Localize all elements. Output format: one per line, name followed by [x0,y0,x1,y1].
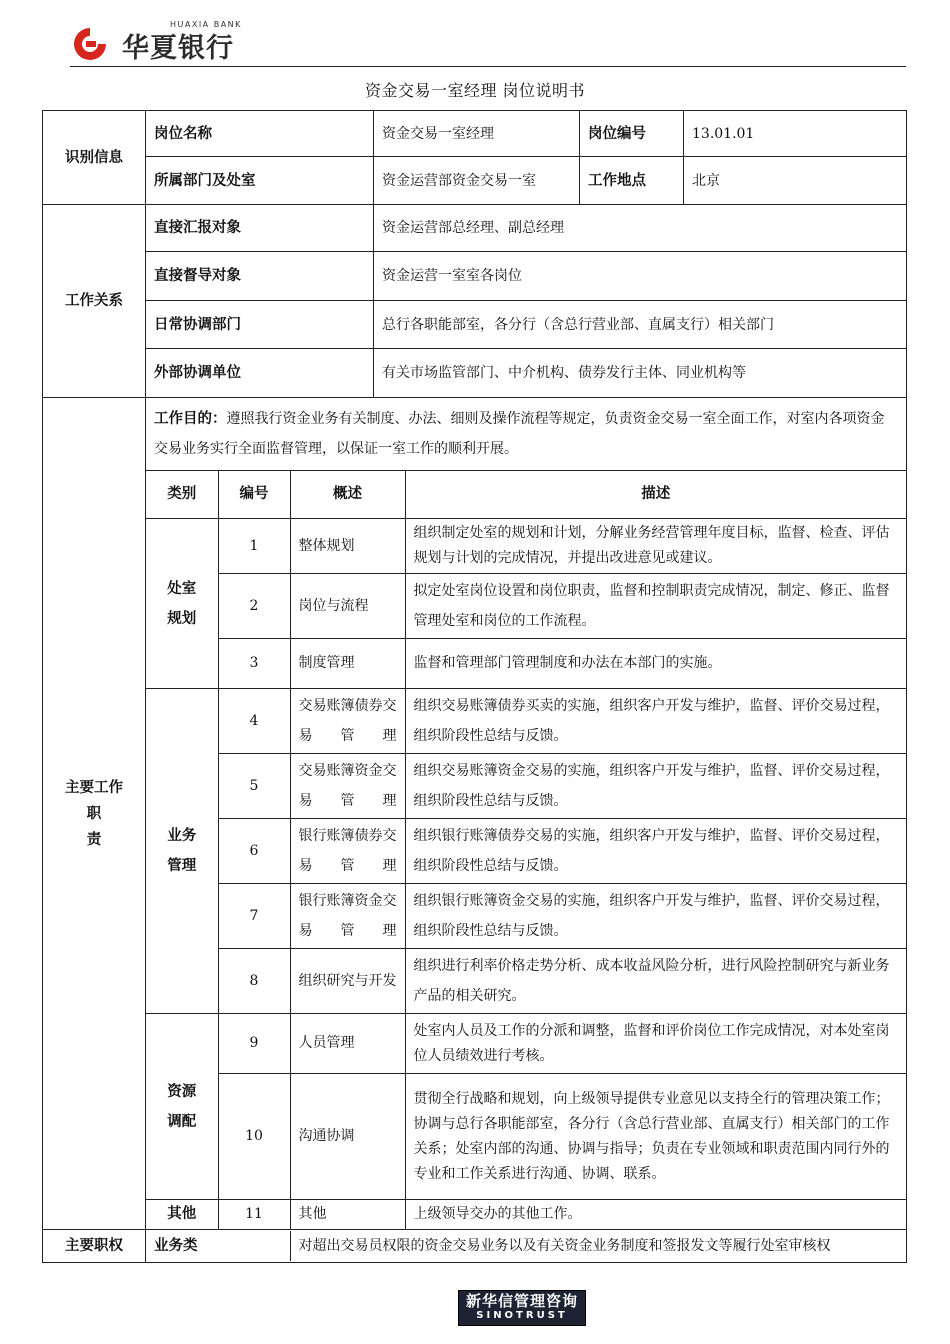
duties-label-line2: 职 责 [86,805,116,848]
footer-brand-cn: 新华信管理咨询 [465,1292,578,1310]
duties-detail [146,398,907,1230]
authority-detail [146,1230,907,1263]
item-summary: 银行账簿债券交易管理 [290,819,405,884]
header-description: 描述 [405,471,906,519]
item-description: 组织银行账簿资金交易的实施，组织客户开发与维护，监督、评价交易过程，组织阶段性总结与反馈。 [405,884,906,949]
relation-label: 外部协调单位 [146,349,374,398]
item-summary: 其他 [290,1200,405,1230]
relations-section-label: 工作关系 [43,205,146,398]
item-number: 11 [218,1200,290,1230]
identification-section-label: 识别信息 [43,111,146,205]
item-number: 10 [218,1074,290,1200]
item-description: 处室内人员及工作的分派和调整，监督和评价岗位工作完成情况，对本处室岗位人员绩效进行考核。 [405,1014,906,1074]
item-number: 8 [218,949,290,1014]
item-description: 组织交易账簿资金交易的实施，组织客户开发与维护，监督、评价交易过程，组织阶段性总结与反馈。 [405,754,906,819]
department-label: 所属部门及处室 [146,157,374,205]
relation-value: 有关市场监管部门、中介机构、债券发行主体、同业机构等 [374,349,907,398]
duties-label-line1: 主要工作 [65,779,123,796]
relation-label: 直接督导对象 [146,252,374,301]
item-number: 3 [218,639,290,689]
relation-label: 直接汇报对象 [146,205,374,252]
position-name-label: 岗位名称 [146,111,374,157]
location-label: 工作地点 [580,157,684,205]
job-description-table [42,110,907,1263]
item-description: 贯彻全行战略和规划，向上级领导提供专业意见以支持全行的管理决策工作；协调与总行各职能部室，各分行（含总行营业部、直属支行）相关部门的工作关系；处室内部的沟通、协调与指导；负责在专业领域和职责范围内同行外的专业和工作关系进行沟通、协调、联系。 [405,1074,906,1200]
header-category: 类别 [146,471,218,519]
purpose-label: 工作目的： [154,411,227,427]
item-summary: 人员管理 [290,1014,405,1074]
item-description: 组织银行账簿债券交易的实施，组织客户开发与维护，监督、评价交易过程，组织阶段性总结与反馈。 [405,819,906,884]
category-line: 处室 [167,580,197,597]
header-number: 编号 [218,471,290,519]
position-name-value: 资金交易一室经理 [374,111,580,157]
item-summary: 制度管理 [290,639,405,689]
category-line: 业务 [167,828,197,844]
item-description: 监督和管理部门管理制度和办法在本部门的实施。 [405,639,906,689]
item-description: 组织进行利率价格走势分析、成本收益风险分析，进行风险控制研究与新业务产品的相关研究。 [405,949,906,1014]
category-business-management [146,689,218,1014]
category-line: 规划 [167,610,197,627]
position-code-label: 岗位编号 [580,111,684,157]
category-line: 资源 [167,1083,197,1100]
authority-text: 对超出交易员权限的资金交易业务以及有关资金业务制度和签报发文等履行处室审核权 [298,1238,831,1254]
item-summary: 交易账簿债券交易管理 [290,689,405,754]
relation-value: 总行各职能部室，各分行（含总行营业部、直属支行）相关部门 [374,301,907,349]
category-office-planning [146,519,218,689]
category-line: 管理 [167,858,197,874]
category-line: 调配 [167,1113,197,1130]
purpose-text: 遵照我行资金业务有关制度、办法、细则及操作流程等规定，负责资金交易一室全面工作，对室内各项资金交易业务实行全面监督管理，以保证一室工作的顺利开展。 [154,411,885,457]
huaxia-bank-logo-icon [70,24,110,64]
sinotrust-logo [458,1290,586,1326]
item-description: 拟定处室岗位设置和岗位职责，监督和控制职责完成情况，制定、修正、监督管理处室和岗位的工作流程。 [405,574,906,639]
item-summary: 岗位与流程 [290,574,405,639]
footer-brand-en: SINOTRUST [476,1310,568,1321]
item-summary: 交易账簿资金交易管理 [290,754,405,819]
item-number: 2 [218,574,290,639]
item-description: 组织交易账簿债券买卖的实施，组织客户开发与维护，监督、评价交易过程，组织阶段性总结与反馈。 [405,689,906,754]
department-value: 资金运营部资金交易一室 [374,157,580,205]
relation-label: 日常协调部门 [146,301,374,349]
relation-value: 资金运营一室室各岗位 [374,252,907,301]
item-summary: 组织研究与开发 [290,949,405,1014]
item-summary: 沟通协调 [290,1074,405,1200]
authority-type-label: 业务类 [146,1231,290,1261]
item-description: 组织制定处室的规划和计划，分解业务经营管理年度目标，监督、检查、评估规划与计划的完成情况，并提出改进意见或建议。 [405,519,906,574]
category-other: 其他 [146,1200,218,1230]
location-value: 北京 [684,157,907,205]
duties-section-label [43,398,146,1230]
duties-table [146,398,906,1229]
item-description: 上级领导交办的其他工作。 [405,1200,906,1230]
document-title: 资金交易一室经理 岗位说明书 [364,81,586,100]
authority-table [146,1231,906,1261]
category-resource-allocation [146,1014,218,1200]
item-number: 9 [218,1014,290,1074]
position-code-value: 13.01.01 [684,111,907,157]
header-divider [70,66,906,67]
brand-english: HUAXIA BANK [170,20,242,29]
item-number: 5 [218,754,290,819]
brand-name: 华夏银行 [122,33,234,64]
item-number: 1 [218,519,290,574]
work-purpose [146,398,906,471]
item-summary: 银行账簿资金交易管理 [290,884,405,949]
page-header [70,18,950,68]
relation-value: 资金运营部总经理、副总经理 [374,205,907,252]
item-summary: 整体规划 [290,519,405,574]
item-number: 4 [218,689,290,754]
authority-section-label: 主要职权 [43,1230,146,1263]
item-number: 7 [218,884,290,949]
item-number: 6 [218,819,290,884]
header-summary: 概述 [290,471,405,519]
